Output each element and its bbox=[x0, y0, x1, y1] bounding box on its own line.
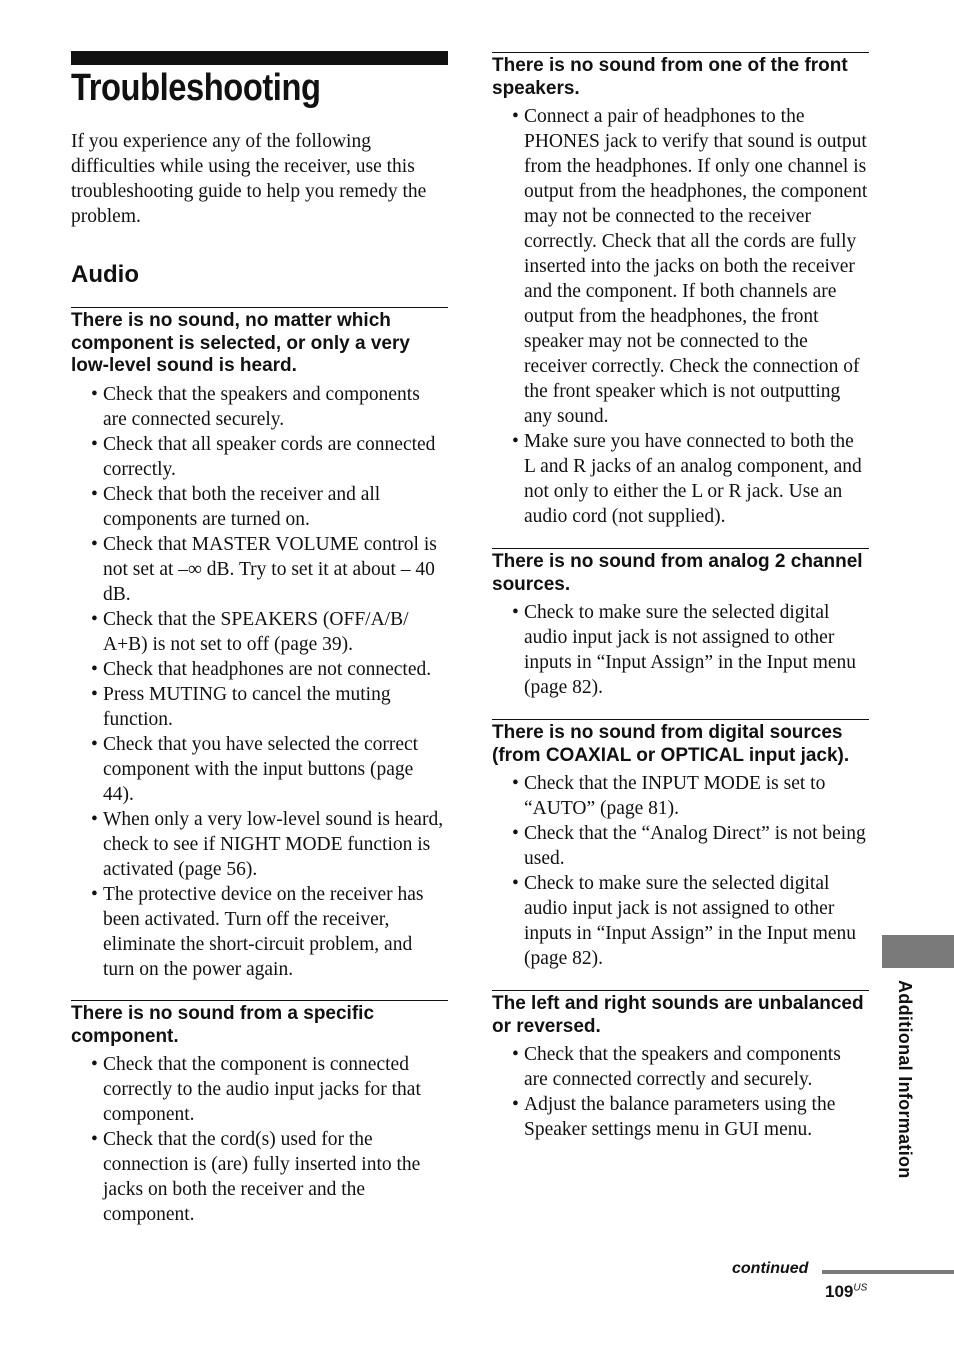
section-tab bbox=[882, 935, 954, 968]
solution-item: • When only a very low-level sound is heard, check to see if NIGHT MODE function is activated (page 56). bbox=[91, 808, 444, 880]
side-section-label: Additional Information bbox=[895, 980, 915, 1179]
page-title: Troubleshooting bbox=[71, 67, 321, 109]
solution-item: • Check that the INPUT MODE is set to “AUTO” (page 81). bbox=[512, 773, 826, 819]
problem-block bbox=[492, 548, 869, 700]
page-number-suffix: US bbox=[853, 1282, 868, 1294]
solution-item: • Check that the speakers and components are connected correctly and securely. bbox=[512, 1044, 841, 1090]
continued-label: continued bbox=[732, 1260, 809, 1277]
problem-block bbox=[492, 990, 869, 1142]
solution-item: • Make sure you have connected to both the L and R jacks of an analog component, and not only to either the L or R jack. Use an audio cord (not supplied). bbox=[512, 431, 862, 527]
solution-item: • Check that the cord(s) used for the connection is (are) fully inserted into the jacks on both the receiver and the component. bbox=[91, 1129, 421, 1225]
solution-item: • Check that the SPEAKERS (OFF/A/B/ A+B) is not set to off (page 39). bbox=[91, 608, 409, 655]
page-number: $109^{US}$ bbox=[825, 1282, 868, 1301]
problem-block bbox=[492, 719, 869, 971]
problem-heading: There is no sound from one of the front speakers. bbox=[492, 55, 848, 99]
solution-item: • Connect a pair of headphones to the PHONES jack to verify that sound is output from the headphones. If only one channel is output from the headphones, the component may not be connected to the receiver correctly. Check that all the cords are fully inserted into the jacks on both the receiver and the component. If both channels are output from the headphones, the front speaker may not be connected to the receiver correctly. Check the connection of the front speaker which is not outputting any sound. bbox=[512, 106, 868, 427]
solution-list bbox=[492, 104, 869, 529]
solution-item: • Check that MASTER VOLUME control is not set at –∞ dB. Try to set it at about – 40 dB. bbox=[91, 533, 437, 605]
problem-block bbox=[492, 52, 869, 529]
solution-item: • Check that both the receiver and all components are turned on. bbox=[91, 483, 381, 530]
solution-item: • Press MUTING to cancel the muting function. bbox=[91, 683, 391, 730]
title-bar bbox=[71, 51, 448, 65]
problem-block bbox=[71, 1000, 448, 1227]
problem-heading: The left and right sounds are unbalanced or reversed. bbox=[492, 993, 864, 1037]
solution-item: • Check to make sure the selected digital audio input jack is not assigned to other inputs in “Input Assign” in the Input menu (page 82). bbox=[512, 873, 857, 969]
problem-heading: There is no sound from digital sources (from COAXIAL or OPTICAL input jack). bbox=[492, 722, 850, 766]
solution-list bbox=[492, 1042, 869, 1142]
section-heading-audio: Audio bbox=[71, 261, 139, 288]
solution-item: • Check that the “Analog Direct” is not being used. bbox=[512, 823, 866, 869]
solution-item: • Check to make sure the selected digital audio input jack is not assigned to other inputs in “Input Assign” in the Input menu (page 82). bbox=[512, 602, 857, 698]
solution-list bbox=[71, 1052, 448, 1227]
problem-heading: There is no sound from a specific component. bbox=[71, 1003, 375, 1047]
solution-item: • Check that all speaker cords are connected correctly. bbox=[91, 433, 436, 480]
continued-bar bbox=[822, 1270, 954, 1274]
solution-list bbox=[71, 382, 448, 982]
problem-heading: There is no sound, no matter which component is selected, or only a very low-level sound is heard. bbox=[71, 310, 410, 376]
solution-item: • Check that the speakers and components are connected securely. bbox=[91, 383, 420, 430]
solution-item: • Check that the component is connected correctly to the audio input jacks for that component. bbox=[91, 1054, 421, 1125]
solution-item: • The protective device on the receiver has been activated. Turn off the receiver, eliminate the short-circuit problem, and turn on the power again. bbox=[91, 883, 424, 980]
problem-heading: There is no sound from analog 2 channel sources. bbox=[492, 551, 863, 595]
problem-block bbox=[71, 307, 448, 982]
solution-item: • Check that you have selected the correct component with the input buttons (page 44). bbox=[91, 733, 419, 805]
solution-item: • Adjust the balance parameters using the Speaker settings menu in GUI menu. bbox=[512, 1094, 836, 1140]
intro-paragraph: If you experience any of the following difficulties while using the receiver, use this troubleshooting guide to help you remedy the problem. bbox=[71, 131, 427, 227]
solution-item: • Check that headphones are not connected. bbox=[91, 658, 432, 680]
solution-list bbox=[492, 771, 869, 971]
solution-list bbox=[492, 600, 869, 700]
